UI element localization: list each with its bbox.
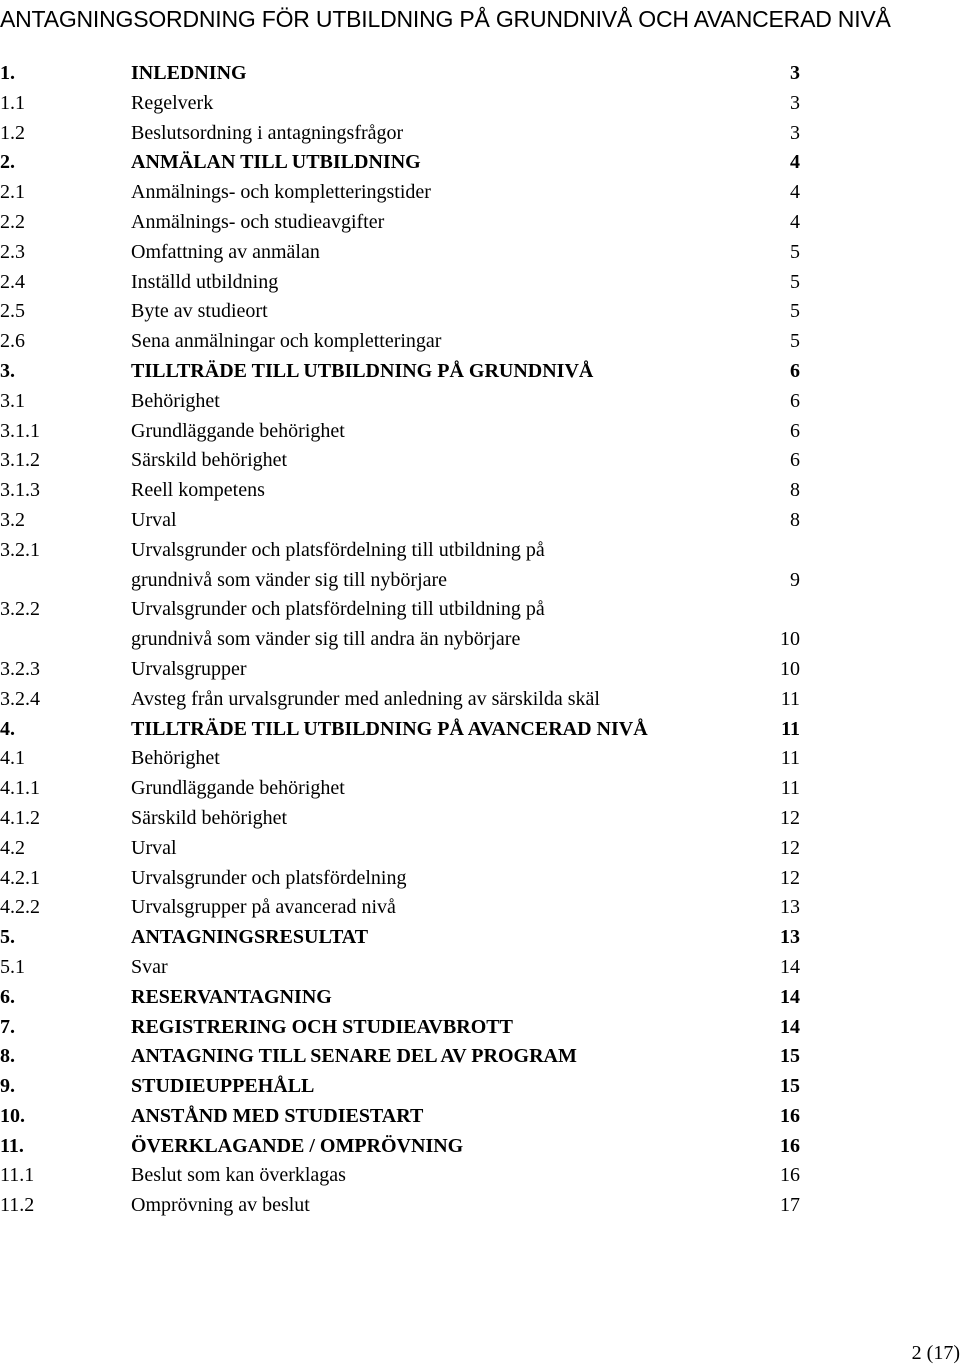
toc-entry[interactable] (0, 387, 820, 417)
toc-entry-title (131, 1102, 751, 1132)
toc-entry-title (131, 446, 751, 476)
toc-entry-number: 4.1 (0, 747, 25, 770)
toc-entry[interactable] (0, 595, 820, 655)
toc-entry-number: 6. (0, 985, 15, 1008)
toc-entry-title (131, 268, 751, 298)
toc-entry-title-line: ÖVERKLAGANDE / OMPRÖVNING (131, 1134, 464, 1157)
toc-entry-page: 11 (781, 717, 800, 740)
toc-entry-number: 2.5 (0, 300, 25, 323)
toc-entry-number: 1.2 (0, 121, 25, 144)
toc-entry-number: 8. (0, 1045, 15, 1068)
toc-entry-title (131, 148, 751, 178)
toc-entry[interactable] (0, 685, 820, 715)
toc-entry-title (131, 387, 751, 417)
toc-entry-page: 13 (780, 926, 800, 949)
toc-entry-title (131, 1191, 751, 1221)
toc-entry-title (131, 893, 751, 923)
toc-entry-number: 7. (0, 1015, 15, 1038)
toc-entry-title (131, 89, 751, 119)
toc-entry-title (131, 1132, 751, 1162)
toc-entry-page: 15 (780, 1075, 800, 1098)
toc-entry-page: 16 (780, 1134, 800, 1157)
toc-entry-title (131, 744, 751, 774)
toc-entry[interactable] (0, 238, 820, 268)
toc-entry-number: 2. (0, 151, 15, 174)
toc-entry[interactable] (0, 148, 820, 178)
toc-entry[interactable] (0, 1132, 820, 1162)
toc-entry-number: 10. (0, 1104, 25, 1127)
toc-entry-title-line: ANMÄLAN TILL UTBILDNING (131, 151, 421, 174)
toc-entry-page: 6 (790, 449, 800, 472)
toc-entry-title-line: ANTAGNINGSRESULTAT (131, 926, 369, 949)
toc-entry-number: 4.2.1 (0, 866, 40, 889)
toc-entry-title-line: Sena anmälningar och kompletteringar (131, 330, 442, 353)
toc-entry-number: 2.6 (0, 330, 25, 353)
toc-entry-title-line: ANTAGNING TILL SENARE DEL AV PROGRAM (131, 1045, 577, 1068)
toc-entry-title (131, 297, 751, 327)
toc-entry[interactable] (0, 357, 820, 387)
toc-entry[interactable] (0, 506, 820, 536)
toc-entry-page: 8 (790, 479, 800, 502)
toc-entry-title-line: Urvalsgrunder och platsfördelning till utbildning på (131, 538, 545, 561)
toc-entry-title-line: Urvalsgrupper på avancerad nivå (131, 896, 396, 919)
toc-entry-title-line: TILLTRÄDE TILL UTBILDNING PÅ GRUNDNIVÅ (131, 359, 594, 382)
toc-entry-number: 4.1.2 (0, 806, 40, 829)
toc-entry[interactable] (0, 804, 820, 834)
toc-entry[interactable] (0, 744, 820, 774)
toc-entry-title-line: STUDIEUPPEHÅLL (131, 1075, 315, 1098)
toc-entry-title-line: Anmälnings- och kompletteringstider (131, 181, 431, 204)
toc-entry-title (131, 655, 751, 685)
toc-entry-title (131, 506, 751, 536)
toc-entry-title-line: Svar (131, 955, 168, 978)
toc-entry-title-line: Urval (131, 508, 177, 531)
toc-entry-page: 6 (790, 359, 800, 382)
toc-entry-number: 5. (0, 926, 15, 949)
toc-entry-number: 4.2 (0, 836, 25, 859)
toc-entry[interactable] (0, 923, 820, 953)
toc-entry[interactable] (0, 1161, 820, 1191)
table-of-contents (0, 59, 820, 1221)
toc-entry[interactable] (0, 1191, 820, 1221)
toc-entry[interactable] (0, 446, 820, 476)
toc-entry-title-line: Behörighet (131, 747, 220, 770)
toc-entry[interactable] (0, 119, 820, 149)
toc-entry-number: 2.3 (0, 240, 25, 263)
toc-entry-page: 12 (780, 866, 800, 889)
toc-entry-page: 6 (790, 419, 800, 442)
document-title: ANTAGNINGSORDNING FÖR UTBILDNING PÅ GRUNDNIVÅ OCH AVANCERAD NIVÅ (0, 6, 891, 32)
toc-entry-title (131, 804, 751, 834)
toc-entry-title-line: grundnivå som vänder sig till andra än nybörjare (131, 628, 521, 651)
toc-entry-title-line: Avsteg från urvalsgrunder med anledning av särskilda skäl (131, 687, 600, 710)
toc-entry-page: 17 (780, 1194, 800, 1217)
toc-entry-number: 2.1 (0, 181, 25, 204)
toc-entry-title-line: Beslut som kan överklagas (131, 1164, 346, 1187)
toc-entry-number: 3.1.2 (0, 449, 40, 472)
toc-entry-number: 9. (0, 1075, 15, 1098)
toc-entry-page: 11 (780, 747, 800, 770)
toc-entry-page: 5 (790, 300, 800, 323)
toc-entry-title (131, 208, 751, 238)
toc-entry-page: 13 (780, 896, 800, 919)
toc-entry-title (131, 953, 751, 983)
toc-entry-title (131, 864, 751, 894)
toc-entry-page: 4 (790, 151, 800, 174)
toc-entry-title-line: Grundläggande behörighet (131, 419, 345, 442)
toc-entry-page: 3 (790, 91, 800, 114)
toc-entry-page: 10 (780, 657, 800, 680)
toc-entry[interactable] (0, 59, 820, 89)
toc-entry-title (131, 536, 751, 596)
toc-entry-title (131, 178, 751, 208)
toc-entry-number: 3.2.3 (0, 657, 40, 680)
toc-entry-number: 3.2.4 (0, 687, 40, 710)
toc-entry[interactable] (0, 953, 820, 983)
toc-entry[interactable] (0, 1102, 820, 1132)
toc-entry-title-line: RESERVANTAGNING (131, 985, 332, 1008)
toc-entry-number: 4.1.1 (0, 777, 40, 800)
toc-entry-title-line: REGISTRERING OCH STUDIEAVBROTT (131, 1015, 513, 1038)
toc-entry-title (131, 1161, 751, 1191)
toc-entry-number: 3.2.2 (0, 598, 40, 621)
toc-entry-page: 16 (780, 1164, 800, 1187)
toc-entry-title (131, 476, 751, 506)
toc-entry-number: 3.1.1 (0, 419, 40, 442)
toc-entry-title (131, 357, 751, 387)
toc-entry-page: 10 (780, 628, 800, 651)
toc-entry-title (131, 715, 751, 745)
toc-entry-title-line: Urvalsgrunder och platsfördelning (131, 866, 407, 889)
toc-entry[interactable] (0, 834, 820, 864)
toc-entry-title (131, 417, 751, 447)
toc-entry-title-line: INLEDNING (131, 62, 247, 84)
toc-entry[interactable] (0, 893, 820, 923)
toc-entry-title-line: Särskild behörighet (131, 449, 288, 472)
toc-entry[interactable] (0, 178, 820, 208)
toc-entry-page: 15 (780, 1045, 800, 1068)
toc-entry-page: 12 (780, 806, 800, 829)
toc-entry-number: 11.1 (0, 1164, 35, 1187)
toc-entry[interactable] (0, 983, 820, 1013)
toc-entry-number: 3.1 (0, 389, 25, 412)
toc-entry-page: 11 (780, 687, 800, 710)
toc-entry-page: 5 (790, 240, 800, 263)
toc-entry-number: 2.4 (0, 270, 25, 293)
toc-entry-number: 5.1 (0, 955, 25, 978)
toc-entry-number: 4.2.2 (0, 896, 40, 919)
toc-entry-title-line: Urvalsgrunder och platsfördelning till utbildning på (131, 598, 545, 621)
toc-entry[interactable] (0, 268, 820, 298)
toc-entry-page: 16 (780, 1104, 800, 1127)
toc-entry[interactable] (0, 476, 820, 506)
toc-entry-title-line: Behörighet (131, 389, 220, 412)
toc-entry-number: 2.2 (0, 210, 25, 233)
toc-entry[interactable] (0, 417, 820, 447)
toc-entry-page: 14 (780, 985, 800, 1008)
toc-entry-title-line: Omfattning av anmälan (131, 240, 320, 263)
toc-entry-title (131, 595, 751, 655)
toc-entry-page: 3 (790, 121, 800, 144)
toc-entry-title-line: ANSTÅND MED STUDIESTART (131, 1104, 424, 1127)
toc-entry-title-line: Särskild behörighet (131, 806, 288, 829)
toc-entry-page: 4 (790, 181, 800, 204)
toc-entry[interactable] (0, 208, 820, 238)
toc-entry-page: 5 (790, 270, 800, 293)
toc-entry-page: 3 (790, 62, 800, 84)
toc-entry-number: 1. (0, 62, 15, 84)
page-number: 2 (17) (911, 1342, 960, 1364)
toc-entry[interactable] (0, 297, 820, 327)
toc-entry[interactable] (0, 1072, 820, 1102)
toc-entry-number: 4. (0, 717, 15, 740)
toc-entry-number: 3.2 (0, 508, 25, 531)
toc-entry-title (131, 685, 751, 715)
toc-entry-title (131, 834, 751, 864)
toc-entry-title-line: Urvalsgrupper (131, 657, 247, 680)
toc-entry[interactable] (0, 327, 820, 357)
toc-entry-number: 3.1.3 (0, 479, 40, 502)
toc-entry-title (131, 1072, 751, 1102)
toc-entry-title (131, 983, 751, 1013)
toc-entry-title (131, 327, 751, 357)
toc-entry-number: 11.2 (0, 1194, 35, 1217)
toc-entry-title-line: Grundläggande behörighet (131, 777, 345, 800)
toc-entry[interactable] (0, 1013, 820, 1043)
toc-entry-title-line: Inställd utbildning (131, 270, 279, 293)
toc-entry[interactable] (0, 655, 820, 685)
toc-entry[interactable] (0, 774, 820, 804)
toc-entry-title-line: TILLTRÄDE TILL UTBILDNING PÅ AVANCERAD NIVÅ (131, 717, 648, 740)
toc-entry[interactable] (0, 536, 820, 596)
toc-entry-page: 14 (780, 1015, 800, 1038)
toc-entry-number: 1.1 (0, 91, 25, 114)
toc-entry-page: 9 (790, 568, 800, 591)
toc-entry-page: 4 (790, 210, 800, 233)
toc-entry-title-line: Omprövning av beslut (131, 1194, 310, 1217)
toc-entry-title-line: grundnivå som vänder sig till nybörjare (131, 568, 448, 591)
toc-entry-title-line: Urval (131, 836, 177, 859)
toc-entry-page: 5 (790, 330, 800, 353)
toc-entry-title-line: Beslutsordning i antagningsfrågor (131, 121, 404, 144)
toc-entry-page: 14 (780, 955, 800, 978)
toc-entry-number: 11. (0, 1134, 24, 1157)
toc-entry-title (131, 1013, 751, 1043)
toc-entry-page: 8 (790, 508, 800, 531)
toc-entry-title (131, 923, 751, 953)
toc-entry-page: 11 (780, 777, 800, 800)
toc-entry[interactable] (0, 864, 820, 894)
toc-entry-title (131, 1042, 751, 1072)
toc-entry[interactable] (0, 1042, 820, 1072)
toc-entry-number: 3. (0, 359, 15, 382)
toc-entry[interactable] (0, 715, 820, 745)
toc-entry-number: 3.2.1 (0, 538, 40, 561)
toc-entry-title (131, 238, 751, 268)
toc-entry-title-line: Reell kompetens (131, 479, 265, 502)
toc-entry-page: 12 (780, 836, 800, 859)
toc-entry-title-line: Anmälnings- och studieavgifter (131, 210, 385, 233)
toc-entry-title (131, 119, 751, 149)
toc-entry[interactable] (0, 89, 820, 119)
toc-entry-title (131, 774, 751, 804)
toc-entry-page: 6 (790, 389, 800, 412)
toc-entry-title (131, 59, 751, 89)
toc-entry-title-line: Byte av studieort (131, 300, 268, 323)
toc-entry-title-line: Regelverk (131, 91, 214, 114)
